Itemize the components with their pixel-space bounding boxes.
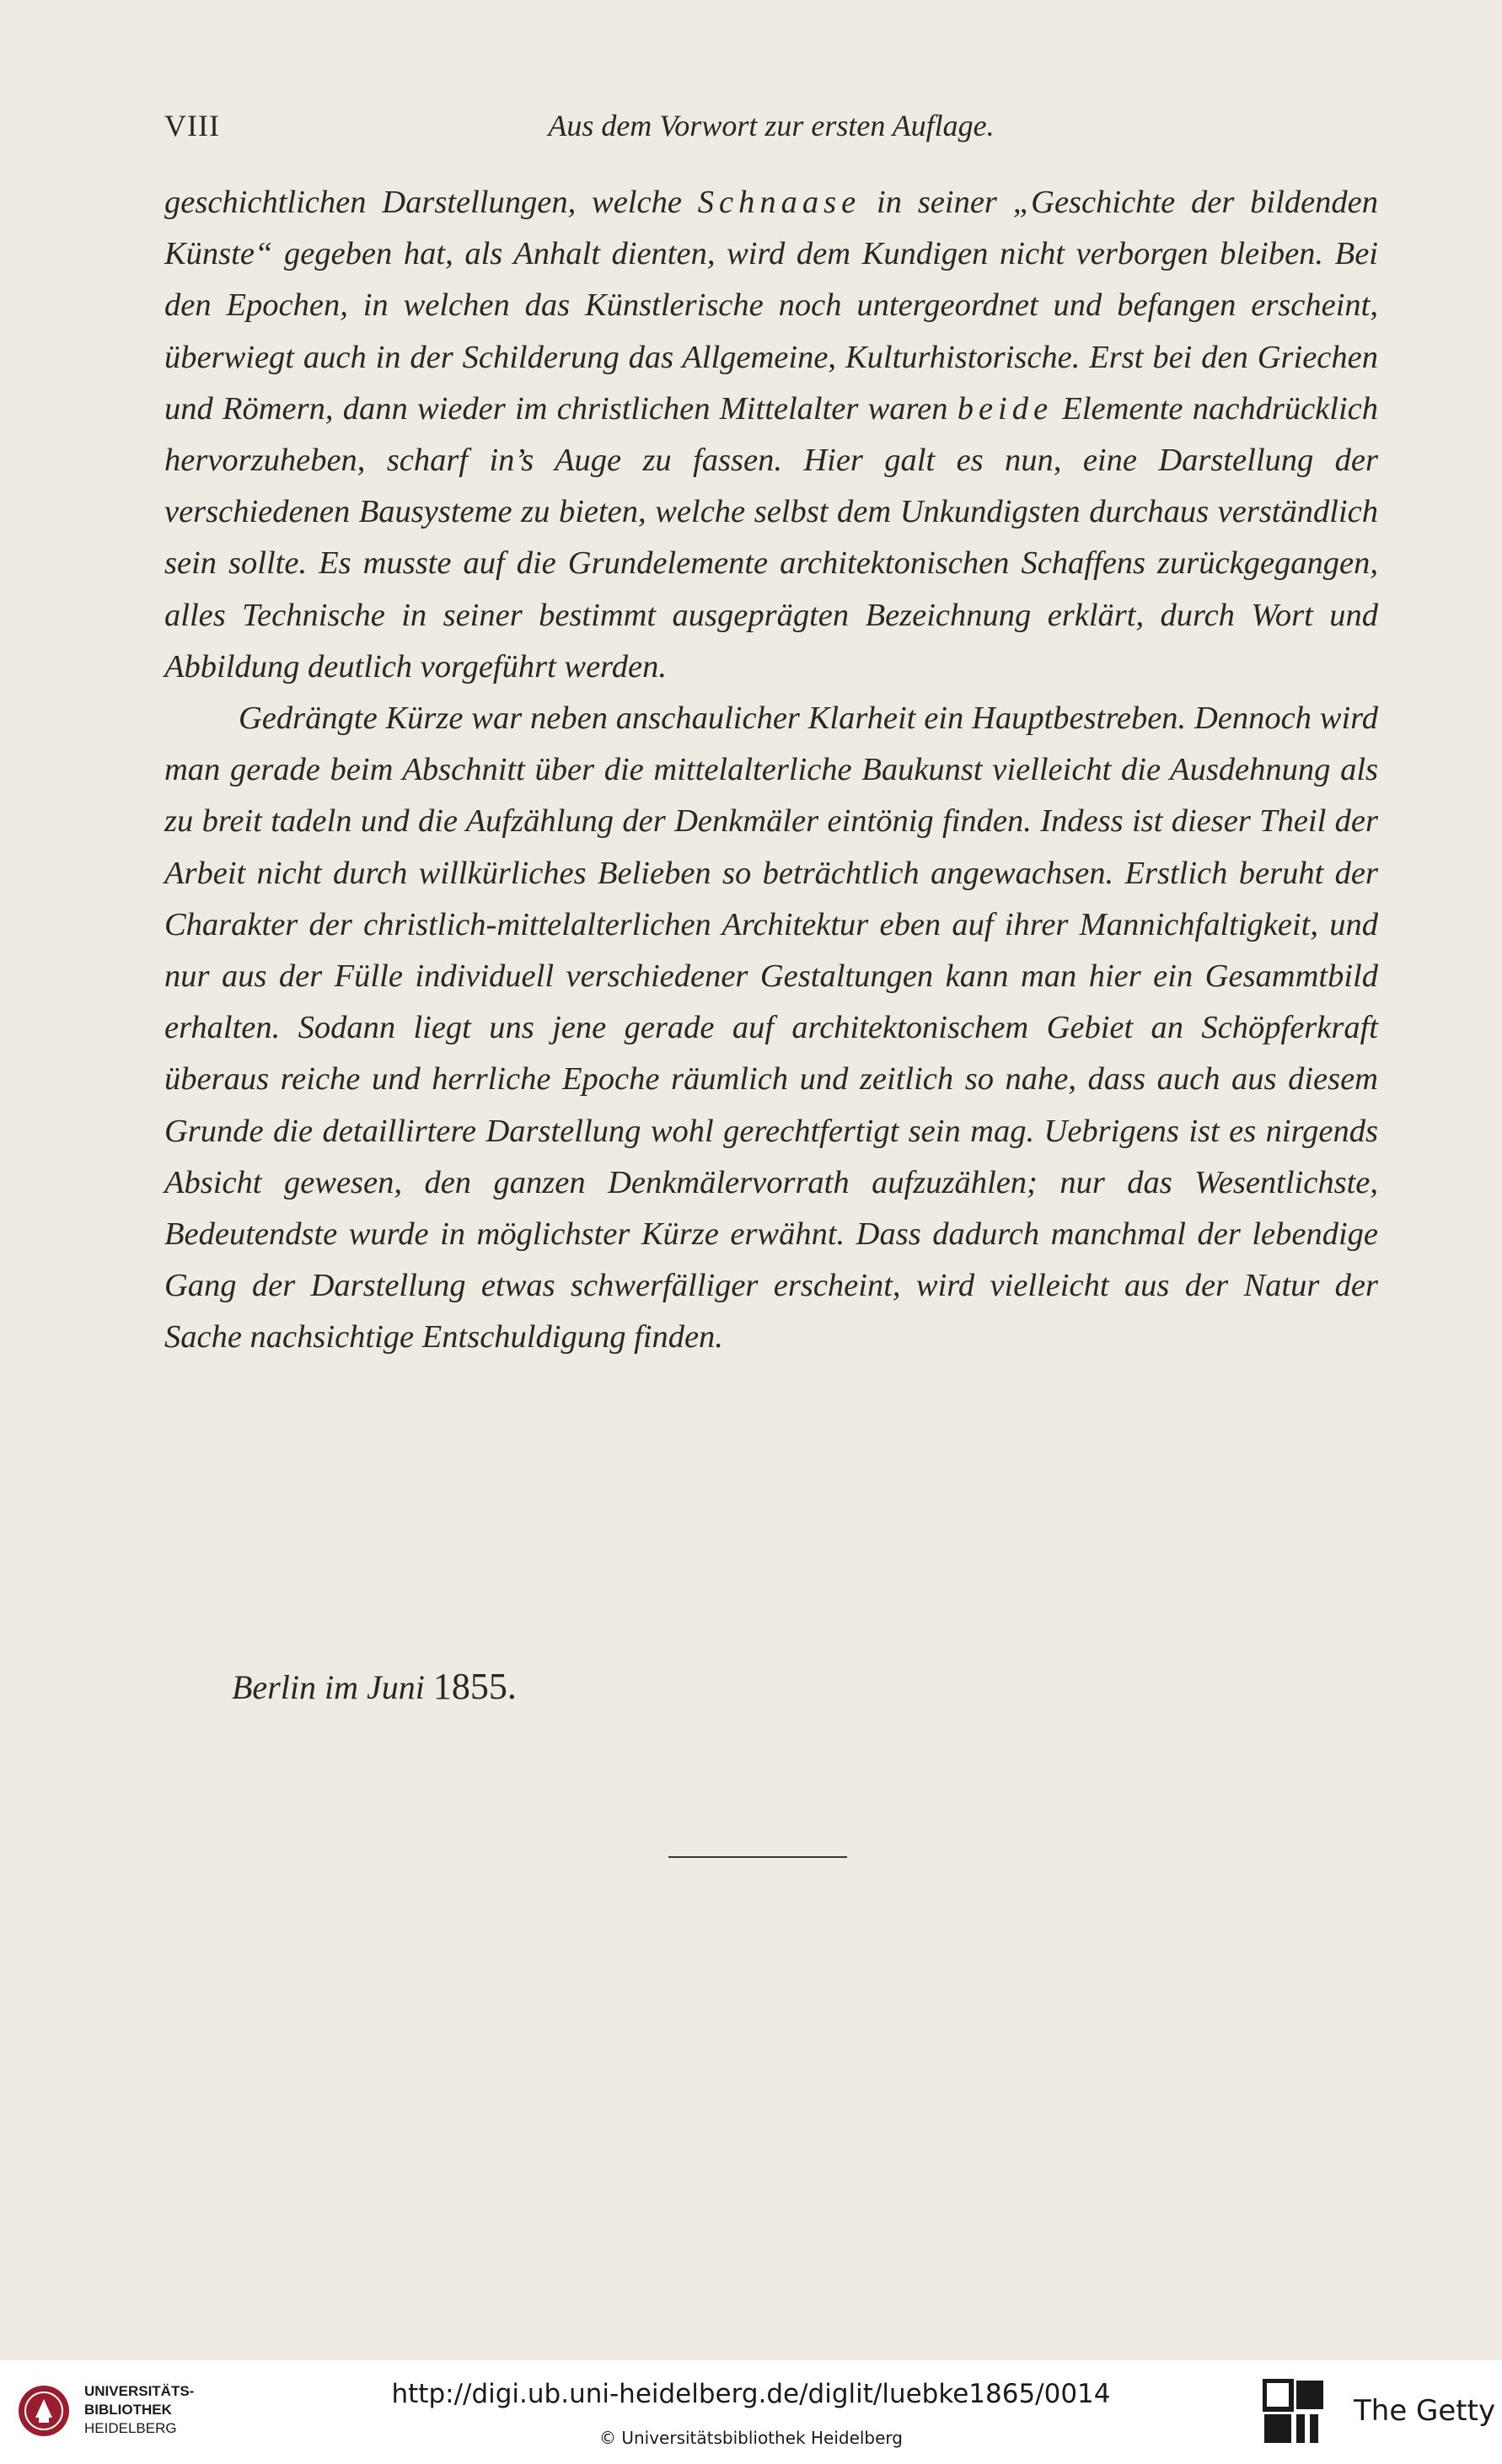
getty-logo-icon [1263,2379,1325,2446]
copyright-notice: © Universitätsbibliothek Heidelberg [598,2428,903,2448]
library-line-2: BIBLIOTHEK [84,2402,172,2418]
running-title: Aus dem Vorwort zur ersten Auflage. [548,109,995,142]
emphasis-schnaase: Schnaase [697,185,861,220]
library-line-3: HEIDELBERG [84,2420,177,2436]
body-text [164,177,1378,1364]
viewer-footer [0,2360,1502,2464]
page-number: VIII [164,109,220,142]
running-head [164,108,1378,158]
paragraph-1-text-a: geschichtlichen Darstellungen, welche [164,185,698,220]
end-rule [668,1856,847,1858]
paragraph-1-text-b: in seiner „Geschichte der bildenden Künste“ gegeben hat, als Anhalt dienten, wird dem Kundigen nicht verborgen bleiben. Bei den Epochen, in welchen das Künstlerische noch untergeordnet und befangen erscheint, überwiegt auch in der Schilderung das Allgemeine, Kulturhistorische. Erst bei den Griechen und Römern, dann wieder im christlichen Mittelalter waren [164,185,1379,427]
signature-line [232,1665,517,1708]
signature-year: 1855. [432,1666,517,1707]
getty-name: The Getty [1354,2394,1496,2428]
emphasis-beide: beide [957,390,1054,427]
paragraph-1-text-c: Elemente nachdrücklich hervorzuheben, scharf in’s Auge zu fassen. Hier galt es nun, eine Darstellung der verschiedenen Bausysteme zu bieten, welche selbst dem Unkundigsten durchaus verständlich sein sollte. Es musste auf die Grundelemente architektonischen Schaffens zurückgegangen, alles Technische in seiner bestimmt ausgeprägten Bezeichnung erklärt, durch Wort und Abbildung deutlich vorgeführt werden. [164,390,1378,684]
signature-place-date: Berlin im Juni [232,1668,425,1706]
paragraph-1 [164,177,1378,693]
paragraph-2: Gedrängte Kürze war neben anschaulicher Klarheit ein Hauptbestreben. Dennoch wird man gerade beim Abschnitt über die mittelalterliche Baukunst vielleicht die Ausdehnung als zu breit tadeln und die Aufzählung der Denkmäler eintönig finden. Indess ist dieser Theil der Arbeit nicht durch willkürliches Belieben so beträchtlich angewachsen. Erstlich beruht der Charakter der christlich-mittelalterlichen Architektur eben auf ihrer Mannichfaltigkeit, und nur aus der Fülle individuell verschiedener Gestaltungen kann man hier ein Gesammtbild erhalten. Sodann liegt uns jene gerade auf architektonischem Gebiet an Schöpferkraft überaus reiche und herrliche Epoche räumlich und zeitlich so nahe, dass auch aus diesem Grunde die detaillirtere Darstellung wohl gerechtfertigt sein mag. Uebrigens ist es nirgends Absicht gewesen, den ganzen Denkmälervorrath aufzuzählen; nur das Wesentlichste, Bedeutendste wurde in möglichster Kürze erwähnt. Dass dadurch manchmal der lebendige Gang der Darstellung etwas schwerfälliger erscheint, wird vielleicht aus der Natur der Sache nachsichtige Entschuldigung finden. [164,701,1378,1355]
permalink-url[interactable]: http://digi.ub.uni-heidelberg.de/diglit/luebke1865/0014 [391,2379,1111,2409]
library-line-1: UNIVERSITÄTS- [84,2383,195,2399]
